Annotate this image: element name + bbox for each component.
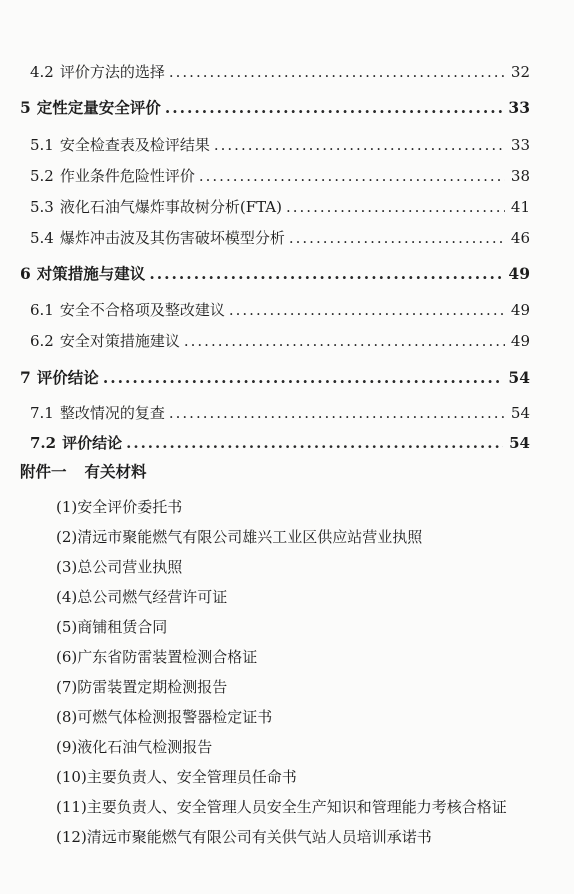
appendix-item[interactable]: (4)总公司燃气经营许可证 bbox=[56, 588, 228, 606]
toc-entry-title: 安全检查表及检评结果 bbox=[59, 136, 210, 154]
toc-entry-page: 33 bbox=[508, 98, 530, 117]
appendix-item[interactable]: (12)清远市聚能燃气有限公司有关供气站人员培训承诺书 bbox=[56, 828, 432, 846]
appendix-heading bbox=[20, 462, 147, 482]
toc-entry[interactable] bbox=[20, 264, 530, 284]
toc-entry-title: 安全不合格项及整改建议 bbox=[59, 301, 225, 319]
toc-entry[interactable] bbox=[30, 197, 530, 217]
toc-leader-dots bbox=[289, 228, 505, 248]
toc-entry-title: 评价方法的选择 bbox=[59, 63, 165, 81]
toc-leader-dots bbox=[165, 98, 503, 118]
toc-entry-page: 49 bbox=[508, 264, 530, 283]
toc-entry-title: 评价结论 bbox=[36, 368, 99, 387]
toc-entry[interactable] bbox=[30, 228, 530, 248]
appendix-item[interactable]: (3)总公司营业执照 bbox=[56, 558, 183, 576]
toc-entry-number: 5.4 bbox=[30, 229, 54, 247]
appendix-item[interactable]: (2)清远市聚能燃气有限公司雄兴工业区供应站营业执照 bbox=[56, 528, 423, 546]
toc-entry-title: 液化石油气爆炸事故树分析(FTA) bbox=[59, 198, 282, 216]
appendix-item[interactable]: (8)可燃气体检测报警器检定证书 bbox=[56, 708, 273, 726]
toc-entry-number: 4.2 bbox=[30, 63, 54, 81]
toc-entry-page: 41 bbox=[510, 198, 530, 216]
toc-entry[interactable] bbox=[20, 368, 530, 388]
toc-entry[interactable] bbox=[30, 403, 530, 423]
toc-entry-number: 5.2 bbox=[30, 167, 54, 185]
appendix-label: 附件一 bbox=[20, 462, 67, 481]
toc-entry-title: 爆炸冲击波及其伤害破坏模型分析 bbox=[59, 229, 285, 247]
toc-leader-dots bbox=[126, 433, 503, 453]
toc-entry-number: 6.1 bbox=[30, 301, 54, 319]
toc-entry[interactable] bbox=[20, 98, 530, 118]
toc-leader-dots bbox=[149, 264, 502, 284]
toc-entry-title: 整改情况的复查 bbox=[59, 404, 165, 422]
toc-entry[interactable] bbox=[30, 135, 530, 155]
appendix-item[interactable]: (6)广东省防雷装置检测合格证 bbox=[56, 648, 258, 666]
appendix-item[interactable]: (10)主要负责人、安全管理员任命书 bbox=[56, 768, 297, 786]
toc-leader-dots bbox=[169, 62, 505, 82]
toc-entry-number: 7.2 bbox=[30, 434, 57, 452]
toc-entry[interactable] bbox=[30, 62, 530, 82]
toc-entry-page: 54 bbox=[508, 368, 530, 387]
toc-entry-title: 安全对策措施建议 bbox=[59, 332, 180, 350]
toc-entry-page: 32 bbox=[510, 63, 530, 81]
toc-entry-number: 5.1 bbox=[30, 136, 54, 154]
appendix-item[interactable]: (7)防雷装置定期检测报告 bbox=[56, 678, 228, 696]
toc-entry[interactable] bbox=[30, 331, 530, 351]
toc-entry-page: 54 bbox=[510, 404, 530, 422]
toc-entry-page: 38 bbox=[510, 167, 530, 185]
toc-entry-number: 5 bbox=[20, 98, 31, 117]
appendix-item[interactable]: (5)商铺租赁合同 bbox=[56, 618, 168, 636]
toc-leader-dots bbox=[286, 197, 505, 217]
toc-leader-dots bbox=[184, 331, 505, 351]
toc-entry-number: 7 bbox=[20, 368, 31, 387]
toc-entry[interactable] bbox=[30, 300, 530, 320]
appendix-title: 有关材料 bbox=[84, 462, 147, 481]
appendix-item[interactable]: (9)液化石油气检测报告 bbox=[56, 738, 213, 756]
toc-leader-dots bbox=[229, 300, 505, 320]
toc-entry-page: 46 bbox=[510, 229, 530, 247]
toc-leader-dots bbox=[199, 166, 505, 186]
toc-leader-dots bbox=[214, 135, 505, 155]
toc-entry-title: 定性定量安全评价 bbox=[36, 98, 161, 117]
toc-leader-dots bbox=[103, 368, 503, 388]
appendix-item[interactable]: (11)主要负责人、安全管理人员安全生产知识和管理能力考核合格证 bbox=[56, 798, 507, 816]
appendix-item[interactable]: (1)安全评价委托书 bbox=[56, 498, 183, 516]
toc-entry-page: 54 bbox=[509, 434, 530, 452]
toc-entry-title: 对策措施与建议 bbox=[36, 264, 146, 283]
toc-entry-page: 33 bbox=[510, 136, 530, 154]
toc-entry-number: 6.2 bbox=[30, 332, 54, 350]
toc-entry[interactable] bbox=[30, 166, 530, 186]
toc-entry-page: 49 bbox=[510, 332, 530, 350]
toc-entry-title: 作业条件危险性评价 bbox=[59, 167, 195, 185]
toc-entry-number: 7.1 bbox=[30, 404, 54, 422]
toc-entry-number: 5.3 bbox=[30, 198, 54, 216]
toc-entry-title: 评价结论 bbox=[62, 434, 123, 452]
toc-entry-page: 49 bbox=[510, 301, 530, 319]
toc-entry-number: 6 bbox=[20, 264, 31, 283]
toc-leader-dots bbox=[169, 403, 505, 423]
toc-entry[interactable] bbox=[30, 433, 530, 453]
